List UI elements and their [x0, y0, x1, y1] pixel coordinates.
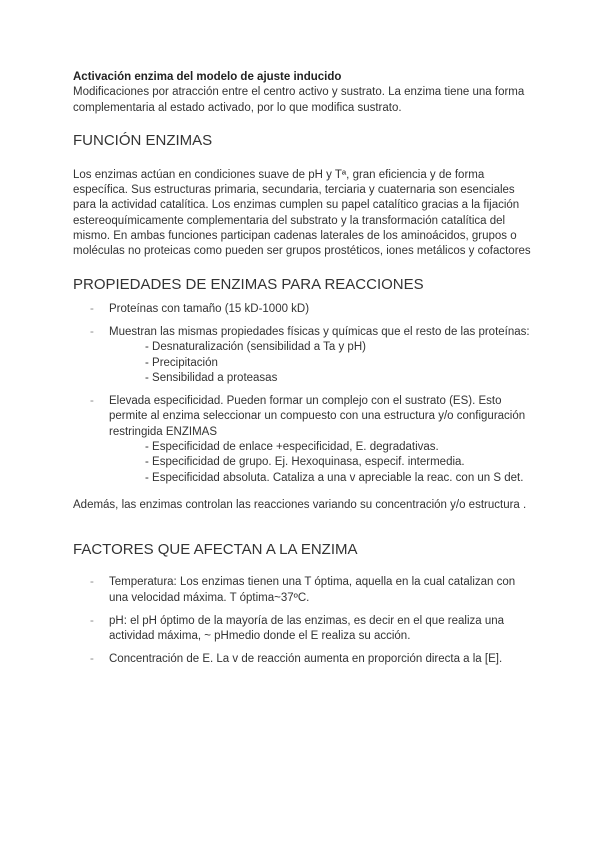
list-item-text: Proteínas con tamaño (15 kD-1000 kD)	[109, 302, 310, 315]
propiedades-closing: Además, las enzimas controlan las reacciones variando su concentración y/o estructura .	[73, 498, 527, 511]
sub-item: - Especificidad absoluta. Cataliza a una v apreciable la reac. con un S det.	[145, 471, 524, 484]
funcion-paragraph: Los enzimas actúan en condiciones suave de pH y Tª, gran eficiencia y de forma específica. Sus estructuras primaria, secundaria, terciaria y cuaternaria son esenciales para la actividad catalítica. Los enzimas cumplen su papel catalítico gracias a la fijación estereoquímicamente complementaria del substrato y la transformación catalítica del mismo. En ambas funciones participan cadenas laterales de los aminoácidos, grupos o moléculas no proteicas como pueden ser grupos prostéticos, iones metálicos y cofactores	[73, 168, 531, 258]
heading-propiedades: PROPIEDADES DE ENZIMAS PARA REACCIONES	[73, 275, 424, 293]
sub-item: - Precipitación	[145, 356, 218, 369]
propiedades-list	[73, 302, 533, 486]
list-item: - pH: el pH óptimo de la mayoría de las enzimas, es decir en el que realiza una actividad máxima, ~ pHmedio donde el E realiza su acción.	[73, 614, 533, 645]
factores-list	[73, 575, 533, 667]
list-item-text: Muestran las mismas propiedades físicas y químicas que el resto de las proteínas:	[109, 325, 530, 338]
heading-funcion: FUNCIÓN ENZIMAS	[73, 131, 213, 149]
list-item: - Concentración de E. La v de reacción aumenta en proporción directa a la [E].	[73, 652, 533, 667]
list-item	[73, 325, 533, 340]
sub-item: - Desnaturalización (sensibilidad a Ta y pH)	[145, 341, 366, 354]
list-item: - Temperatura: Los enzimas tienen una T óptima, aquella en la cual catalizan con una velocidad máxima. T óptima~37ºC.	[73, 575, 533, 606]
document-page	[73, 70, 533, 668]
sub-item: - Sensibilidad a proteasas	[145, 371, 278, 384]
list-item	[73, 302, 533, 317]
sub-item: - Especificidad de grupo. Ej. Hexoquinasa, especif. intermedia.	[145, 456, 465, 469]
heading-factores: FACTORES QUE AFECTAN A LA ENZIMA	[73, 541, 358, 559]
intro-text: Modificaciones por atracción entre el centro activo y sustrato. La enzima tiene una forma complementaria al estado activado, por lo que modifica sustrato.	[73, 86, 525, 114]
sub-item: - Especificidad de enlace +especificidad, E. degradativas.	[145, 441, 439, 454]
list-item	[73, 394, 533, 440]
intro-title: Activación enzima del modelo de ajuste inducido	[73, 71, 342, 83]
list-item-text: Elevada especificidad. Pueden formar un complejo con el sustrato (ES). Esto permite al enzima seleccionar un compuesto con una estructura y/o configuración restringida ENZIMAS	[109, 395, 526, 438]
